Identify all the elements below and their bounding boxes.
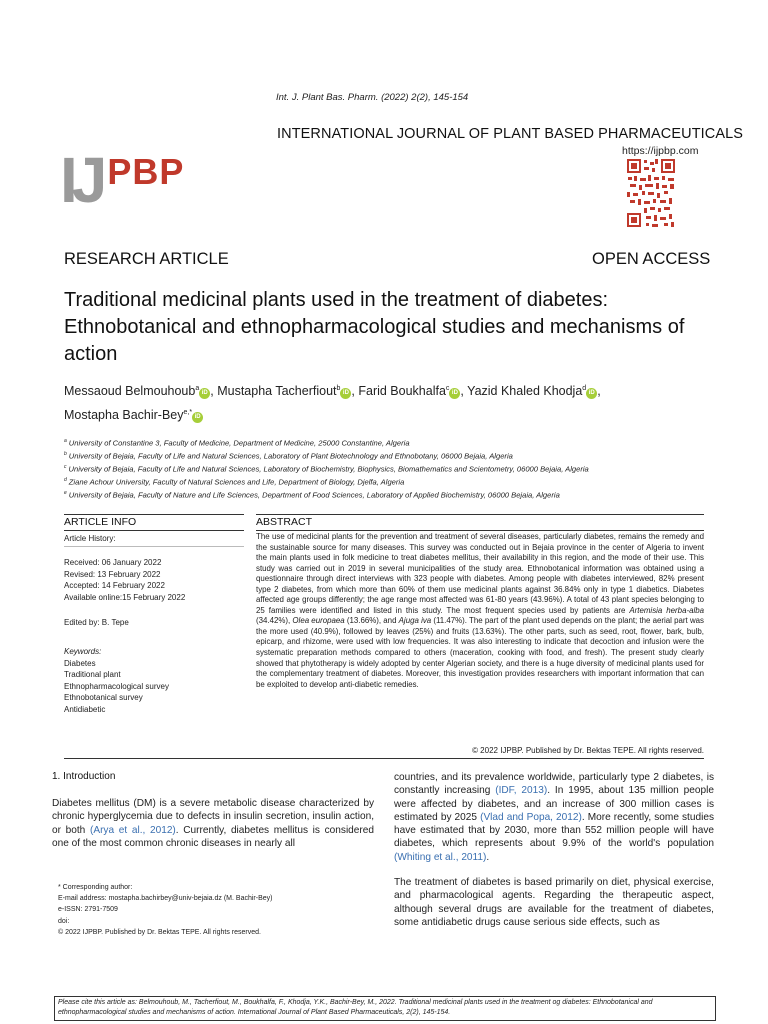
affiliation-item: $^e$ University of Bejaia, Faculty of Nature and Life Sciences, Department of Food Sciences, Laboratory of Applied Biochemistry, 06000 Bejaia, Algeria xyxy=(64,489,560,500)
citation-link[interactable]: (IDF, 2013) xyxy=(495,785,548,797)
author-list: Messaoud Belmouhoub$^a$iD , Mustapha Tacherfiout$^b$iD , Farid Boukhalfa$^c$iD , Yazid Khaled Khodja$^d$iD , Mostapha Bachir-Bey$^{e,*}$iD xyxy=(64,384,601,423)
journal-citation-header: Int. J. Plant Bas. Pharm. (2022) 2(2), 145-154 xyxy=(276,92,469,103)
open-access-label: OPEN ACCESS xyxy=(592,250,711,268)
author-affiliation-mark: d xyxy=(582,385,587,392)
keyword-item: Diabetes xyxy=(64,658,96,668)
article-info-top-rule xyxy=(64,514,244,515)
abstract-copyright: © 2022 IJPBP. Published by Dr. Bektas TEPE. All rights reserved. xyxy=(472,746,704,755)
author-name: Mostapha Bachir-Bey xyxy=(64,408,184,423)
article-type: RESEARCH ARTICLE xyxy=(64,250,229,268)
journal-name: INTERNATIONAL JOURNAL OF PLANT BASED PHARMACEUTICALS xyxy=(277,126,744,142)
logo-pbp: PBP xyxy=(107,151,185,192)
intro-right-paragraph-2: The treatment of diabetes is based primarily on diet, physical exercise, and pharmacological agents. Regarding the therapeutic aspect, although several drugs are available for the treatment of diabetes, some antidiabetic drugs cause serious side effects, such as xyxy=(394,877,714,928)
qr-code-icon xyxy=(626,158,676,228)
affiliation-item: $^c$ University of Bejaia, Faculty of Life and Natural Sciences, Laboratory of Biochemistry, Biophysics, Biomathematics and Scientometry, 06000 Bejaia, Algeria xyxy=(64,463,589,474)
citation-link[interactable]: (Arya et al., 2012) xyxy=(89,824,176,836)
author-name: Farid Boukhalfa xyxy=(358,384,446,399)
orcid-icon[interactable]: iD xyxy=(340,388,351,399)
article-info-heading: ARTICLE INFO xyxy=(64,516,137,528)
species-name: Ajuga iva xyxy=(398,616,432,626)
corresponding-email[interactable]: E-mail address: mostapha.bachirbey@univ-bejaia.dz (M. Bachir-Bey) xyxy=(58,895,273,903)
author-affiliation-mark: a xyxy=(195,385,200,392)
corresponding-author-footnote xyxy=(58,882,358,938)
keywords xyxy=(64,646,244,715)
keywords-label: Keywords: xyxy=(64,647,102,656)
cite-this-article-box: Please cite this article as: Belmouhoub, M., Tacherfiout, M., Boukhalfa, F., Khodja, Y.K., Bachir-Bey, M., 2022. Traditional medicinal plants used in the treatment og diabetes: Ethnobotanical and ethnopharmacological studies and mechanisms of action. International Journal of Plant Based Pharmaceuticals, 2(2), 145-154. xyxy=(54,996,716,1021)
affiliation-item: $^d$ Ziane Achour University, Faculty of Natural Sciences and Life, Department of Biology, Djelfa, Algeria xyxy=(64,476,405,487)
author-name: Yazid Khaled Khodja xyxy=(467,384,583,399)
orcid-icon[interactable]: iD xyxy=(192,412,203,423)
affiliation-list xyxy=(64,436,714,501)
revised-date: Revised: 13 February 2022 xyxy=(64,569,161,579)
intro-right-paragraph: countries, and its prevalence worldwide, particularly type 2 diabetes, is constantly increasing (IDF, 2013). In 1995, about 135 million people were affected by diabetes, and an increase of 300 million cases is estimated by 2025 (Vlad and Popa, 2012). More recently, some studies have estimated that by 2030, more than 552 million people will have diabetes, which represents about 9.9% of the world's population (Whiting et al., 2011). xyxy=(394,772,714,863)
edited-by: Edited by: B. Tepe xyxy=(64,618,129,627)
affiliation-item: $^a$ University of Constantine 3, Faculty of Medicine, Department of Medicine, 25000 Constantine, Algeria xyxy=(64,438,410,448)
section-heading-introduction: 1. Introduction xyxy=(52,771,116,782)
author-name: Mustapha Tacherfiout xyxy=(217,384,337,399)
logo-ij: IJ xyxy=(60,144,102,216)
abstract-top-rule xyxy=(256,514,704,515)
orcid-icon[interactable]: iD xyxy=(449,388,460,399)
corresponding-label: * Corresponding author: xyxy=(58,884,133,891)
footnote-copyright: © 2022 IJPBP. Published by Dr. Bektas TEPE. All rights reserved. xyxy=(58,928,261,936)
author-affiliation-mark: c xyxy=(445,385,450,392)
citation-link[interactable]: (Whiting et al., 2011) xyxy=(394,851,487,863)
doi: doi: xyxy=(58,917,70,925)
article-title: Traditional medicinal plants used in the treatment of diabetes: Ethnobotanical and ethnopharmacological studies and mechanisms of action xyxy=(64,289,685,365)
journal-logo xyxy=(60,144,185,216)
species-name: Olea europaea xyxy=(292,616,345,626)
orcid-icon[interactable]: iD xyxy=(586,388,597,399)
available-date: Available online:15 February 2022 xyxy=(64,592,186,602)
article-dates xyxy=(64,557,244,603)
keyword-item: Antidiabetic xyxy=(64,704,106,714)
author-affiliation-mark: e,* xyxy=(183,409,193,417)
abstract-head-rule xyxy=(256,530,704,531)
abstract-heading: ABSTRACT xyxy=(256,516,313,528)
citation-link[interactable]: (Vlad and Popa, 2012) xyxy=(480,811,582,823)
article-info-head-rule xyxy=(64,530,244,531)
keyword-item: Traditional plant xyxy=(64,670,121,679)
intro-left-paragraph: Diabetes mellitus (DM) is a severe metabolic disease characterized by chronic hyperglycemia due to defects in insulin secretion, insulin action, or both (Arya et al., 2012). Currently, diabetes mellitus is considered one of the most common chronic diseases in nearly all xyxy=(52,798,374,849)
affiliation-item: $^b$ University of Bejaia, Faculty of Life and Natural Sciences, Laboratory of Plant Biotechnology and Ethnobotany, 06000 Bejaia, Algeria xyxy=(64,450,513,461)
species-name: Artemisia herba-alba xyxy=(629,605,704,615)
abstract-bottom-rule xyxy=(64,758,704,759)
accepted-date: Accepted: 14 February 2022 xyxy=(64,581,165,590)
article-history-label: Article History: xyxy=(64,534,116,543)
keyword-item: Ethnopharmacological survey xyxy=(64,681,169,691)
received-date: Received: 06 January 2022 xyxy=(64,558,162,567)
abstract-text: The use of medicinal plants for the prevention and treatment of several diseases, particularly diabetes, remains the remedy and the sustainable source for many diseases. This survey was conducted out in Bejaia province in the center of Algeria to invent the main plants used in folk medicine to treat diabetes mellitus, their availability in this region, and the mode of their use. This study was carried out in 2019 in several municipalities of the study area. Ethnobotanical information was obtained using a questionnaire through direct interviews with 323 people with diabetes. Among people with diabetes interviewed, 82% present type 2 diabetes, from which more than 60% of them use medicinal plants against 36.84% only in type 1 diabetics. Diabetes affected age groups differently; the age range most affected was 61-80 years (43.96%). A total of 43 plant species belonging to 25 families were identified and listed in this study. The most frequent species used by patients are Artemisia herba-alba (34.42%), Olea europaea (13.66%), and Ajuga iva (11.47%). The part of the plant used depends on the plant; the aerial part was the more used (40.9%), followed by leaves (25%) and fruits (13.63%). The other parts, such as seed, root, flower, bark, bulb, epicarp, and rhizome, were used with low frequencies. It was also interesting to indicate that decoction and infusion were the systematic preparation methods compared to others (maceration, cooking with food, and fresh). The present study clearly showed that phytotherapy is widely adopted by center Algerian society, and there is a huge diversity of medicinal plants used for the complementary treatment of diabetes. Moreover, this investigation provides researchers with important information that can be exploited to develop anti-diabetic remedies. xyxy=(256,532,704,689)
orcid-icon[interactable]: iD xyxy=(199,388,210,399)
article-info-rule xyxy=(64,546,244,547)
keyword-item: Ethnobotanical survey xyxy=(64,693,143,702)
author-affiliation-mark: b xyxy=(336,385,341,392)
author-name: Messaoud Belmouhoub xyxy=(64,384,196,399)
eissn: e-ISSN: 2791-7509 xyxy=(58,906,118,914)
journal-url[interactable]: https://ijpbp.com xyxy=(622,145,699,157)
